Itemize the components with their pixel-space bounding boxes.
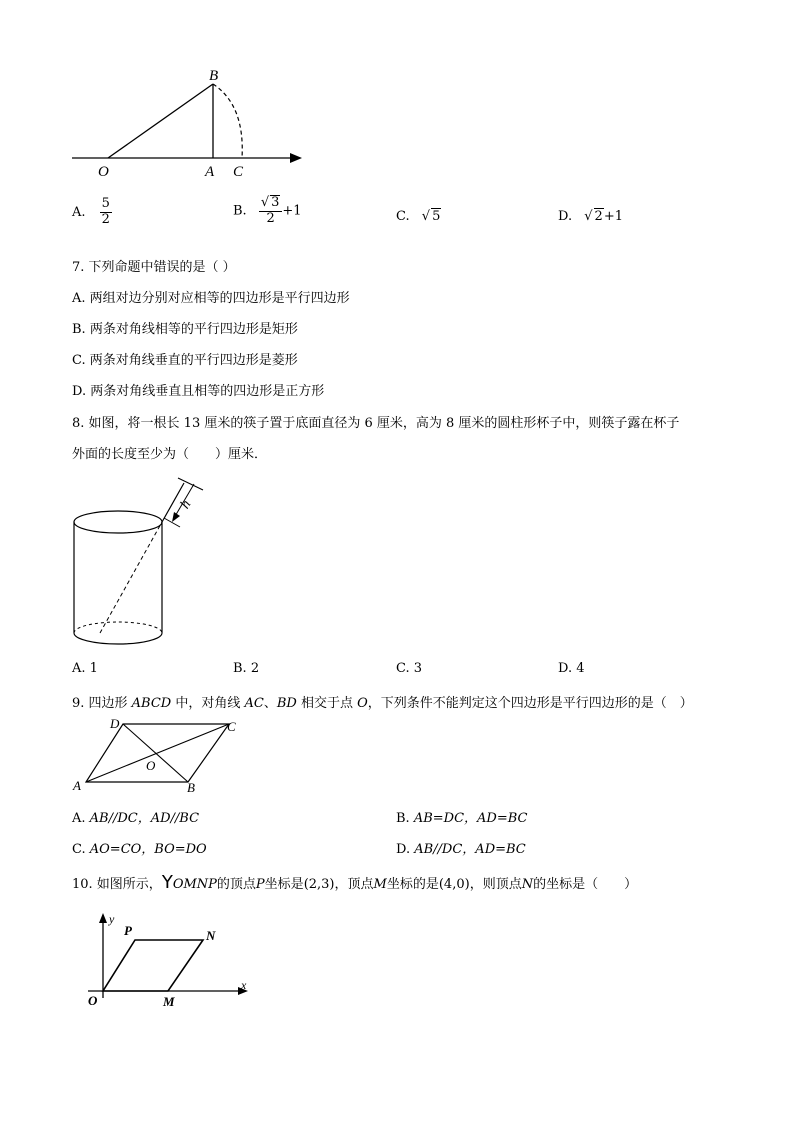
option-letter: A.	[72, 811, 90, 826]
stem-text: ，顶点	[334, 877, 374, 892]
option-letter: B.	[233, 203, 247, 219]
q7-option-b[interactable]: B. 两条对角线相等的平行四边形是矩形	[72, 322, 298, 337]
q8-stem-line2: 外面的长度至少为（ ）厘米．	[72, 447, 268, 462]
q6-option-b[interactable]: B. $\frac{√ 3}{2}$ +1	[233, 195, 302, 226]
y-axis-arrow	[99, 913, 107, 923]
parallelogram-omnp	[103, 940, 203, 991]
q9-stem	[72, 692, 693, 711]
quad-name: ABCD	[131, 696, 172, 711]
cylinder-bottom-front	[74, 633, 162, 644]
label-o: O	[146, 758, 156, 773]
stem-text: 坐标的是	[386, 877, 439, 892]
diagonal-ac: AC	[244, 696, 264, 711]
option-text: AB//DC，AD//BC	[89, 811, 200, 826]
label-d: D	[110, 716, 120, 731]
option-letter: A.	[72, 204, 86, 220]
q7-stem: 7. 下列命题中错误的是（ ）	[72, 260, 236, 275]
option-letter: D.	[396, 842, 415, 857]
option-text: AB//DC，AD=BC	[414, 842, 526, 857]
diagonal-bd: BD	[276, 696, 297, 711]
dimension-tick-bottom	[164, 518, 180, 527]
q10-stem	[72, 872, 637, 893]
segment-ob	[108, 84, 213, 158]
q8-option-d[interactable]: D. 4	[558, 661, 585, 676]
figure-parallelogram-abcd	[66, 712, 256, 797]
figure-coordinate-parallelogram	[80, 905, 260, 1015]
point-m: M	[373, 877, 387, 892]
cylinder-top	[74, 511, 162, 533]
label-b: B	[187, 780, 195, 795]
option-text: AB=DC，AD=BC	[413, 811, 528, 826]
label-m: M	[163, 994, 175, 1009]
dimension-arrowhead	[172, 512, 180, 522]
radicand: 2	[594, 209, 603, 224]
q6-option-c[interactable]: C. √ 5	[396, 209, 441, 224]
option-text: AO=CO，BO=DO	[89, 842, 207, 857]
axis-arrowhead	[290, 153, 302, 163]
arc-bc	[213, 84, 242, 158]
label-a: A	[73, 778, 81, 793]
option-letter: D.	[558, 209, 573, 224]
plus-one: +1	[282, 203, 302, 219]
label-h: h	[177, 497, 195, 512]
label-n: N	[206, 928, 216, 943]
option-letter: B.	[396, 811, 414, 826]
label-c: C	[233, 164, 244, 180]
stem-text: 的坐标是（ ）	[533, 877, 638, 892]
stem-text: ，则顶点	[469, 877, 522, 892]
q8-stem-line1: 8. 如图，将一根长 13 厘米的筷子置于底面直径为 6 厘米，高为 8 厘米的圆柱形杯子中，则筷子露在杯子	[72, 416, 680, 431]
stem-text: 的顶点	[216, 877, 256, 892]
label-p: P	[124, 923, 132, 938]
point-o: O	[357, 696, 368, 711]
diagonal-bd-line	[123, 724, 188, 782]
label-x: x	[241, 978, 247, 992]
q6-option-a[interactable]	[72, 197, 112, 228]
stem-text: 10. 如图所示，	[72, 877, 162, 892]
q8-option-c[interactable]: C. 3	[396, 661, 423, 676]
q9-option-d[interactable]	[396, 838, 526, 857]
q7-option-a[interactable]: A. 两组对边分别对应相等的四边形是平行四边形	[72, 291, 350, 306]
stem-text: 中，对角线	[171, 696, 245, 711]
parallelogram-symbol: Y	[161, 872, 173, 893]
stem-text: 坐标是	[264, 877, 304, 892]
label-c: C	[227, 719, 236, 734]
label-b: B	[209, 68, 219, 84]
stem-text: ，下列条件不能判定这个四边形是平行四边形的是（ ）	[367, 696, 693, 711]
q9-option-b[interactable]	[396, 807, 527, 826]
q6-option-d[interactable]: D. √ 2+1	[558, 209, 623, 224]
radicand: 5	[432, 209, 441, 224]
coord-p: (2,3)	[303, 877, 335, 892]
label-a: A	[205, 164, 215, 180]
fraction-numerator: 5	[101, 196, 110, 211]
fraction-denominator: 2	[101, 211, 110, 227]
point-p: P	[255, 877, 265, 892]
point-n: N	[521, 877, 534, 892]
radicand: 3	[271, 195, 280, 210]
chopstick-inside	[100, 522, 162, 633]
label-o: O	[98, 164, 109, 180]
option-letter: C.	[396, 209, 410, 224]
label-y: y	[109, 912, 115, 926]
figure-number-line-triangle	[60, 60, 320, 185]
coord-m: (4,0)	[438, 877, 470, 892]
plus-one: +1	[603, 209, 623, 224]
q7-option-d[interactable]: D. 两条对角线垂直且相等的四边形是正方形	[72, 384, 325, 399]
fraction-denominator: 2	[266, 210, 275, 226]
q7-option-c[interactable]: C. 两条对角线垂直的平行四边形是菱形	[72, 353, 298, 368]
stem-text: 9. 四边形	[72, 696, 132, 711]
q8-option-b[interactable]: B. 2	[233, 661, 260, 676]
figure-cylinder-chopstick	[66, 470, 216, 650]
option-letter: C.	[72, 842, 90, 857]
label-o: O	[88, 993, 98, 1008]
stem-text: 、	[263, 696, 277, 711]
q8-option-a[interactable]: A. 1	[72, 661, 98, 676]
q9-option-a[interactable]	[72, 807, 199, 826]
stem-text: 相交于点	[296, 696, 358, 711]
q9-option-c[interactable]	[72, 838, 207, 857]
cylinder-bottom-back	[74, 622, 162, 633]
diagonal-ac-line	[86, 724, 229, 782]
parallelogram-name: OMNP	[172, 877, 217, 892]
